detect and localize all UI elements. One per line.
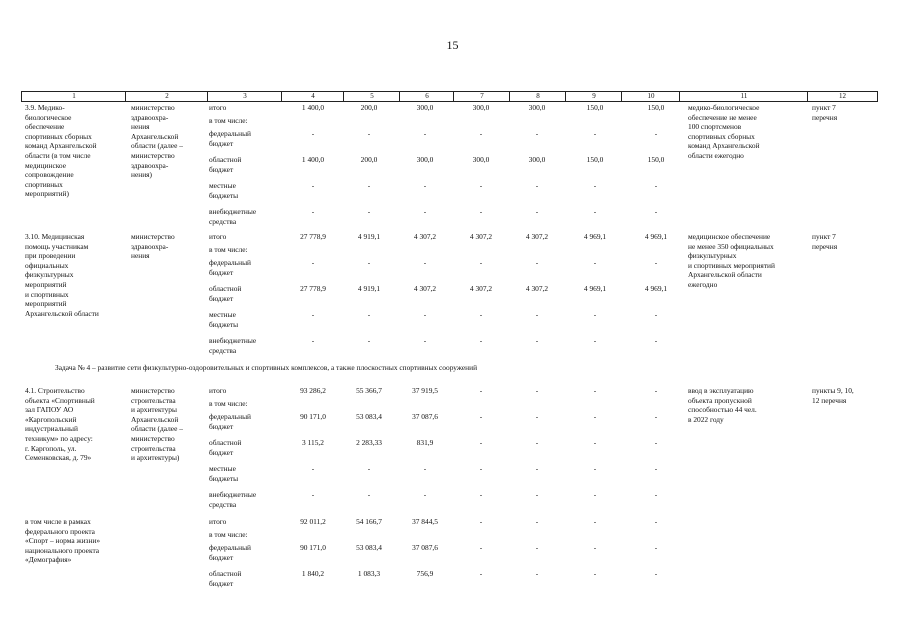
funding-value: - (479, 310, 483, 319)
funding-value: 4 307,2 (525, 284, 549, 293)
funding-value: - (535, 336, 539, 345)
funding-value: - (479, 129, 483, 138)
funding-value: - (593, 490, 597, 499)
activity-name: техникум» по адресу: (25, 434, 93, 443)
funding-value: - (367, 464, 371, 473)
expected-result: физкультурных (688, 251, 737, 261)
funding-value: - (479, 386, 483, 395)
funding-value: - (593, 207, 597, 216)
funding-value: - (479, 336, 483, 345)
executor-name: министерство (131, 232, 175, 241)
funding-source-label: областной (209, 569, 242, 578)
funding-value: 53 083,4 (356, 543, 382, 552)
funding-value: 300,0 (472, 155, 490, 164)
executor-name: строительства (131, 443, 176, 453)
funding-source-label: местные (209, 181, 236, 190)
activity-name: г. Каргополь, ул. (25, 443, 77, 453)
funding-source-label: бюджет (209, 447, 234, 457)
activity-name: мероприятий (25, 299, 67, 309)
expected-result: обеспечение не менее (688, 112, 757, 122)
activity-name: национального проекта (25, 545, 100, 555)
page-number: 15 (446, 38, 459, 52)
expected-result: способностью 44 чел. (688, 405, 757, 415)
reference-text: 12 перечня (812, 395, 847, 405)
funding-value: 1 840,2 (301, 569, 325, 578)
funding-value: - (367, 258, 371, 267)
funding-source-label: областной (209, 438, 242, 447)
funding-source-label: итого (209, 103, 227, 112)
reference-text: пункты 9, 10, (812, 386, 854, 395)
funding-value: - (654, 129, 658, 138)
funding-value: - (423, 310, 427, 319)
funding-value: - (593, 336, 597, 345)
funding-value: 4 307,2 (413, 284, 437, 293)
expected-result: в 2022 году (688, 414, 724, 424)
funding-value: - (654, 517, 658, 526)
executor-name: нения (131, 251, 150, 261)
funding-source-label: федеральный (209, 129, 251, 138)
funding-value: - (654, 543, 658, 552)
funding-value: - (654, 336, 658, 345)
executor-name: нения) (131, 170, 153, 180)
activity-name: Семенковская, д. 79» (25, 453, 92, 463)
column-header-3: 3 (243, 92, 247, 100)
funding-value: - (593, 310, 597, 319)
funding-value: 37 087,6 (412, 412, 438, 421)
activity-name: помощь участникам (25, 241, 89, 251)
funding-value: - (479, 207, 483, 216)
funding-value: - (479, 517, 483, 526)
funding-value: 2 283,33 (356, 438, 382, 447)
funding-value: 300,0 (528, 155, 546, 164)
funding-value: - (654, 258, 658, 267)
column-divider (343, 92, 344, 101)
funding-value: 37 844,5 (412, 517, 438, 526)
funding-value: 55 366,7 (356, 386, 382, 395)
funding-value: - (423, 336, 427, 345)
funding-value: - (593, 129, 597, 138)
funding-source-label: бюджет (209, 552, 234, 562)
activity-name: 4.1. Строительство (25, 386, 85, 395)
funding-source-label: федеральный (209, 258, 251, 267)
activity-name: 3.9. Медико- (25, 103, 65, 112)
funding-value: - (423, 129, 427, 138)
funding-value: 4 969,1 (583, 232, 607, 241)
reference-text: перечня (812, 112, 838, 122)
funding-source-label: бюджет (209, 293, 234, 303)
expected-result: объекта пропускной (688, 395, 752, 405)
funding-value: - (479, 258, 483, 267)
executor-name: строительства (131, 395, 176, 405)
column-header-5: 5 (370, 92, 374, 100)
funding-value: 150,0 (586, 155, 604, 164)
funding-value: - (311, 207, 315, 216)
funding-value: 150,0 (586, 103, 604, 112)
funding-source-label: бюджет (209, 578, 234, 588)
funding-value: - (367, 490, 371, 499)
expected-result: ввод в эксплуатацию (688, 386, 754, 395)
funding-value: - (593, 386, 597, 395)
funding-value: - (535, 207, 539, 216)
funding-value: 1 083,3 (357, 569, 381, 578)
funding-value: 200,0 (360, 103, 378, 112)
funding-value: - (535, 464, 539, 473)
funding-value: 4 307,2 (469, 284, 493, 293)
funding-value: 4 919,1 (357, 232, 381, 241)
funding-value: 4 969,1 (644, 232, 668, 241)
funding-value: - (593, 258, 597, 267)
table-header-row (21, 91, 878, 102)
column-header-4: 4 (311, 92, 315, 100)
funding-value: - (535, 258, 539, 267)
funding-value: 1 400,0 (301, 103, 325, 112)
activity-name: мероприятий) (25, 189, 69, 199)
funding-value: 300,0 (472, 103, 490, 112)
funding-source-label: федеральный (209, 543, 251, 552)
column-header-7: 7 (480, 92, 484, 100)
expected-result: ежегодно (688, 280, 718, 289)
funding-source-label: местные (209, 310, 236, 319)
funding-source-label: федеральный (209, 412, 251, 421)
funding-source-label: бюджеты (209, 473, 239, 483)
funding-source-label: внебюджетные (209, 490, 257, 499)
activity-name: биологическое (25, 112, 72, 122)
activity-name: Архангельской области (25, 308, 99, 318)
expected-result: команд Архангельской (688, 141, 760, 151)
activity-name: сопровождение (25, 170, 74, 180)
funding-value: - (654, 412, 658, 421)
funding-value: - (654, 490, 658, 499)
column-divider (453, 92, 454, 101)
activity-name: при проведении (25, 251, 76, 261)
activity-name: федерального проекта (25, 526, 95, 536)
funding-value: - (535, 517, 539, 526)
funding-value: - (535, 386, 539, 395)
funding-source-label: итого (209, 517, 227, 526)
funding-value: 4 307,2 (413, 232, 437, 241)
funding-value: 150,0 (647, 155, 665, 164)
activity-name: «Демография» (25, 555, 72, 565)
funding-value: 831,9 (416, 438, 434, 447)
funding-value: 4 969,1 (583, 284, 607, 293)
funding-value: - (535, 490, 539, 499)
funding-value: - (479, 464, 483, 473)
activity-name: мероприятий (25, 280, 67, 289)
expected-result: 100 спортсменов (688, 122, 742, 132)
funding-value: 90 171,0 (300, 543, 326, 552)
funding-value: - (593, 412, 597, 421)
funding-value: 4 969,1 (644, 284, 668, 293)
column-header-2: 2 (165, 92, 169, 100)
activity-name: спортивных сборных (25, 131, 92, 141)
column-divider (399, 92, 400, 101)
funding-source-label: итого (209, 232, 227, 241)
activity-name: «Спорт – норма жизни» (25, 536, 101, 546)
funding-value: - (423, 258, 427, 267)
funding-source-label: в том числе: (209, 245, 248, 254)
funding-source-label: итого (209, 386, 227, 395)
activity-name: 3.10. Медицинская (25, 232, 85, 241)
funding-value: - (479, 569, 483, 578)
executor-name: министерство (131, 103, 175, 112)
funding-value: 4 307,2 (525, 232, 549, 241)
funding-value: - (654, 310, 658, 319)
activity-name: официальных (25, 260, 69, 270)
executor-name: министерство (131, 151, 175, 160)
activity-name: в том числе в рамках (25, 517, 91, 526)
reference-text: пункт 7 (812, 103, 836, 112)
funding-value: - (479, 543, 483, 552)
column-header-9: 9 (592, 92, 596, 100)
column-header-12: 12 (839, 92, 846, 100)
reference-text: пункт 7 (812, 232, 836, 241)
funding-source-label: средства (209, 499, 237, 509)
task-4-heading: Задача № 4 – развитие сети физкультурно-оздоровительных и спортивных комплексов, а также плоскостных спортивных сооружений (55, 363, 478, 372)
funding-value: 3 115,2 (302, 438, 324, 447)
activity-name: команд Архангельской (25, 141, 97, 151)
funding-value: - (535, 438, 539, 447)
activity-name: и спортивных (25, 289, 69, 299)
executor-name: области (далее – (131, 424, 183, 434)
funding-value: - (593, 181, 597, 190)
column-divider (509, 92, 510, 101)
funding-value: 200,0 (360, 155, 378, 164)
funding-value: - (311, 310, 315, 319)
funding-value: 4 307,2 (469, 232, 493, 241)
column-divider (807, 92, 808, 101)
funding-value: - (535, 569, 539, 578)
funding-source-label: внебюджетные (209, 207, 257, 216)
funding-value: 54 166,7 (356, 517, 382, 526)
funding-value: - (479, 412, 483, 421)
expected-result: Архангельской области (688, 270, 762, 280)
funding-source-label: в том числе: (209, 399, 248, 408)
funding-value: - (311, 129, 315, 138)
funding-value: - (479, 438, 483, 447)
activity-name: объекта «Спортивный (25, 395, 95, 405)
column-divider (679, 92, 680, 101)
activity-name: «Каргопольский (25, 414, 77, 424)
funding-value: - (367, 181, 371, 190)
funding-value: 37 087,6 (412, 543, 438, 552)
column-divider (621, 92, 622, 101)
funding-value: 37 919,5 (412, 386, 438, 395)
funding-value: 53 083,4 (356, 412, 382, 421)
column-header-6: 6 (425, 92, 429, 100)
column-divider (565, 92, 566, 101)
column-header-8: 8 (536, 92, 540, 100)
funding-value: 90 171,0 (300, 412, 326, 421)
funding-value: 92 011,2 (300, 517, 326, 526)
activity-name: области (в том числе (25, 151, 91, 160)
funding-value: - (593, 569, 597, 578)
column-header-1: 1 (72, 92, 76, 100)
funding-value: - (593, 438, 597, 447)
funding-value: - (311, 181, 315, 190)
funding-value: - (654, 207, 658, 216)
funding-value: - (654, 386, 658, 395)
column-divider (125, 92, 126, 101)
executor-name: здравоохра- (131, 112, 169, 122)
funding-value: - (535, 181, 539, 190)
expected-result: медицинское обеспечение (688, 232, 771, 241)
activity-name: зал ГАПОУ АО (25, 405, 74, 415)
funding-value: - (423, 207, 427, 216)
column-divider (281, 92, 282, 101)
funding-value: 150,0 (647, 103, 665, 112)
funding-value: - (479, 490, 483, 499)
funding-value: - (367, 129, 371, 138)
funding-source-label: областной (209, 155, 242, 164)
funding-value: - (423, 490, 427, 499)
funding-source-label: внебюджетные (209, 336, 257, 345)
executor-name: и архитектуры (131, 405, 177, 415)
funding-value: - (593, 517, 597, 526)
funding-value: - (535, 310, 539, 319)
funding-value: - (654, 438, 658, 447)
expected-result: области ежегодно (688, 151, 744, 160)
executor-name: здравоохра- (131, 160, 169, 170)
executor-name: министерство (131, 434, 175, 443)
funding-source-label: в том числе: (209, 116, 248, 125)
funding-value: 300,0 (416, 103, 434, 112)
funding-value: - (423, 181, 427, 190)
funding-value: 27 778,9 (300, 232, 326, 241)
column-header-10: 10 (647, 92, 655, 100)
funding-value: - (311, 490, 315, 499)
funding-value: - (311, 258, 315, 267)
expected-result: не менее 350 официальных (688, 241, 774, 251)
activity-name: индустриальный (25, 424, 78, 434)
funding-value: 27 778,9 (300, 284, 326, 293)
funding-value: - (535, 129, 539, 138)
funding-value: - (654, 464, 658, 473)
funding-source-label: бюджет (209, 138, 234, 148)
funding-value: 300,0 (528, 103, 546, 112)
funding-source-label: средства (209, 345, 237, 355)
funding-source-label: бюджет (209, 267, 234, 277)
funding-value: 93 286,2 (300, 386, 326, 395)
funding-value: - (367, 336, 371, 345)
funding-value: - (311, 464, 315, 473)
executor-name: и архитектуры) (131, 453, 180, 463)
funding-value: - (479, 181, 483, 190)
funding-source-label: бюджет (209, 421, 234, 431)
executor-name: Архангельской (131, 131, 179, 141)
executor-name: здравоохра- (131, 241, 169, 251)
executor-name: Архангельской (131, 414, 179, 424)
funding-value: - (593, 464, 597, 473)
funding-source-label: бюджет (209, 164, 234, 174)
funding-value: - (654, 569, 658, 578)
column-divider (207, 92, 208, 101)
funding-value: 4 919,1 (357, 284, 381, 293)
funding-value: - (311, 336, 315, 345)
funding-source-label: областной (209, 284, 242, 293)
funding-source-label: бюджеты (209, 319, 239, 329)
expected-result: медико-биологическое (688, 103, 760, 112)
funding-value: - (535, 543, 539, 552)
funding-source-label: в том числе: (209, 530, 248, 539)
expected-result: спортивных сборных (688, 131, 755, 141)
funding-value: - (535, 412, 539, 421)
funding-source-label: бюджеты (209, 190, 239, 200)
funding-value: 756,9 (416, 569, 434, 578)
activity-name: обеспечение (25, 122, 65, 132)
executor-name: области (далее – (131, 141, 183, 151)
executor-name: министерство (131, 386, 175, 395)
funding-value: - (593, 543, 597, 552)
funding-value: - (367, 310, 371, 319)
activity-name: спортивных (25, 179, 63, 189)
funding-value: - (423, 464, 427, 473)
funding-source-label: местные (209, 464, 236, 473)
funding-value: 1 400,0 (301, 155, 325, 164)
activity-name: медицинское (25, 160, 67, 170)
funding-value: - (654, 181, 658, 190)
funding-value: 300,0 (416, 155, 434, 164)
activity-name: физкультурных (25, 270, 74, 280)
expected-result: и спортивных мероприятий (688, 260, 775, 270)
funding-value: - (367, 207, 371, 216)
column-header-11: 11 (740, 92, 748, 100)
executor-name: нения (131, 122, 150, 132)
funding-source-label: средства (209, 216, 237, 226)
reference-text: перечня (812, 241, 838, 251)
